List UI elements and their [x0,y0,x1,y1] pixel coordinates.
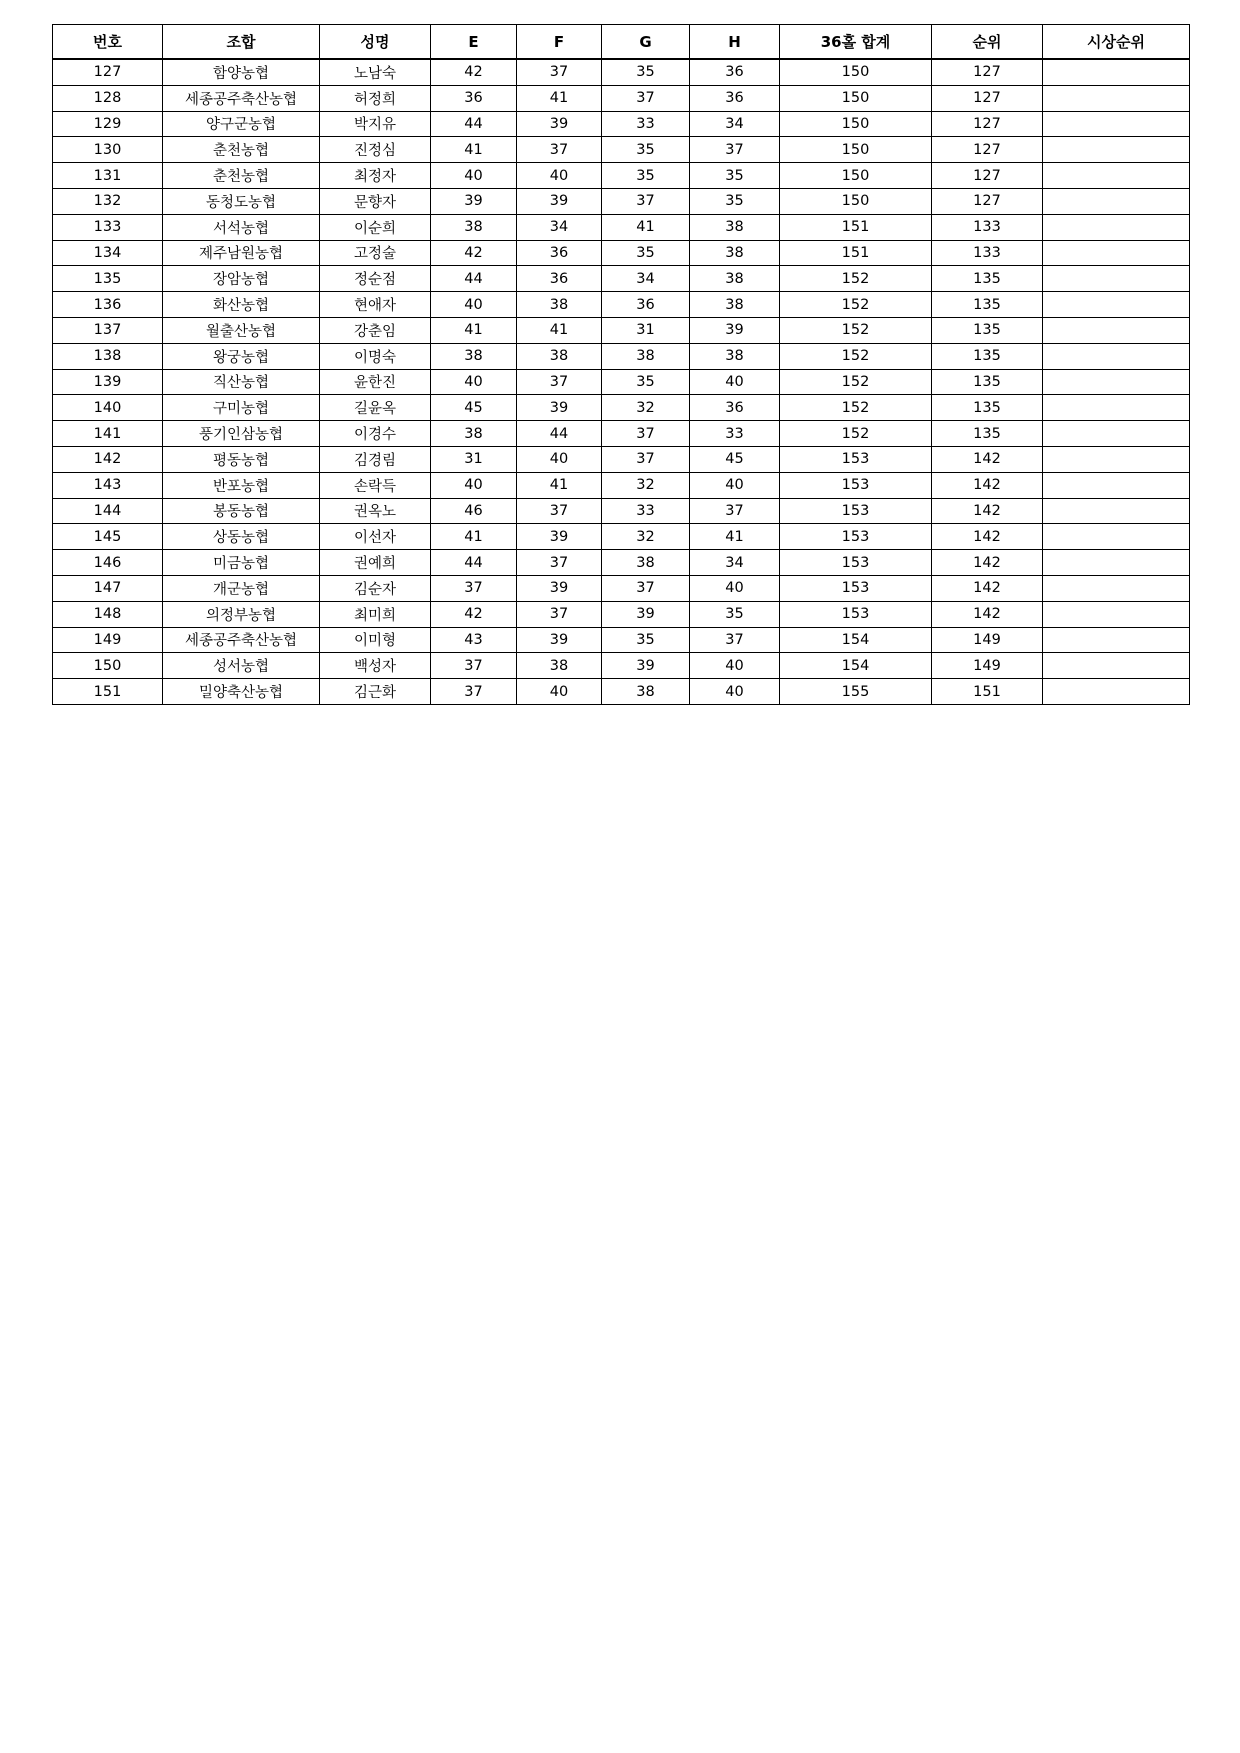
cell-number: 148 [53,601,163,627]
cell-g: 35 [602,240,690,266]
score-table [52,24,1190,705]
cell-36-hole-total: 152 [780,421,932,447]
cell-h: 40 [690,575,780,601]
cell-award-rank [1043,317,1190,343]
cell-name: 허정희 [320,85,431,111]
cell-36-hole-total: 150 [780,59,932,85]
cell-name: 윤한진 [320,369,431,395]
cell-36-hole-total: 152 [780,343,932,369]
cell-h: 36 [690,85,780,111]
header-number: 번호 [53,25,163,60]
cell-h: 40 [690,369,780,395]
cell-e: 46 [431,498,517,524]
cell-award-rank [1043,421,1190,447]
cell-e: 41 [431,317,517,343]
cell-award-rank [1043,575,1190,601]
header-award-rank: 시상순위 [1043,25,1190,60]
cell-union: 반포농협 [163,472,320,498]
table-row [53,498,1190,524]
cell-h: 34 [690,111,780,137]
cell-number: 141 [53,421,163,447]
cell-f: 38 [517,343,602,369]
cell-36-hole-total: 153 [780,472,932,498]
cell-union: 성서농협 [163,653,320,679]
cell-name: 이선자 [320,524,431,550]
cell-h: 38 [690,266,780,292]
header-row [53,25,1190,60]
cell-award-rank [1043,498,1190,524]
cell-h: 39 [690,317,780,343]
cell-36-hole-total: 150 [780,85,932,111]
cell-award-rank [1043,111,1190,137]
cell-union: 풍기인삼농협 [163,421,320,447]
cell-e: 40 [431,163,517,189]
cell-e: 38 [431,214,517,240]
cell-award-rank [1043,214,1190,240]
cell-union: 세종공주축산농협 [163,85,320,111]
cell-h: 38 [690,292,780,318]
cell-name: 노남숙 [320,59,431,85]
cell-g: 35 [602,59,690,85]
cell-number: 143 [53,472,163,498]
cell-g: 38 [602,679,690,705]
header-name: 성명 [320,25,431,60]
table-row [53,679,1190,705]
table-row [53,292,1190,318]
cell-36-hole-total: 153 [780,550,932,576]
cell-h: 40 [690,472,780,498]
cell-union: 미금농협 [163,550,320,576]
cell-award-rank [1043,292,1190,318]
header-g: G [602,25,690,60]
cell-award-rank [1043,627,1190,653]
header-rank: 순위 [932,25,1043,60]
cell-g: 35 [602,627,690,653]
cell-number: 144 [53,498,163,524]
cell-h: 38 [690,240,780,266]
cell-f: 40 [517,679,602,705]
cell-name: 백성자 [320,653,431,679]
cell-f: 37 [517,498,602,524]
table-row [53,85,1190,111]
cell-h: 37 [690,498,780,524]
cell-number: 127 [53,59,163,85]
cell-e: 37 [431,575,517,601]
cell-rank: 127 [932,111,1043,137]
cell-36-hole-total: 150 [780,111,932,137]
cell-g: 31 [602,317,690,343]
cell-h: 40 [690,653,780,679]
table-row [53,395,1190,421]
cell-name: 진정심 [320,137,431,163]
table-row [53,472,1190,498]
cell-award-rank [1043,188,1190,214]
cell-g: 38 [602,550,690,576]
cell-36-hole-total: 152 [780,292,932,318]
cell-h: 34 [690,550,780,576]
cell-award-rank [1043,266,1190,292]
table-row [53,214,1190,240]
cell-award-rank [1043,524,1190,550]
cell-award-rank [1043,85,1190,111]
cell-rank: 151 [932,679,1043,705]
cell-award-rank [1043,653,1190,679]
cell-36-hole-total: 152 [780,266,932,292]
cell-e: 41 [431,524,517,550]
cell-union: 함양농협 [163,59,320,85]
cell-36-hole-total: 151 [780,214,932,240]
table-row [53,575,1190,601]
cell-award-rank [1043,59,1190,85]
cell-g: 32 [602,524,690,550]
cell-number: 135 [53,266,163,292]
cell-name: 이명숙 [320,343,431,369]
cell-name: 권예희 [320,550,431,576]
cell-f: 39 [517,188,602,214]
cell-name: 이미형 [320,627,431,653]
cell-number: 140 [53,395,163,421]
cell-h: 36 [690,395,780,421]
cell-f: 40 [517,446,602,472]
cell-e: 36 [431,85,517,111]
cell-union: 제주남원농협 [163,240,320,266]
cell-g: 36 [602,292,690,318]
cell-f: 36 [517,240,602,266]
cell-number: 132 [53,188,163,214]
cell-number: 138 [53,343,163,369]
cell-rank: 135 [932,292,1043,318]
cell-name: 김경림 [320,446,431,472]
cell-g: 37 [602,421,690,447]
cell-award-rank [1043,550,1190,576]
cell-rank: 135 [932,421,1043,447]
cell-rank: 127 [932,163,1043,189]
cell-rank: 149 [932,627,1043,653]
cell-e: 40 [431,369,517,395]
cell-g: 41 [602,214,690,240]
cell-union: 춘천농협 [163,163,320,189]
cell-rank: 142 [932,575,1043,601]
cell-g: 38 [602,343,690,369]
cell-rank: 135 [932,369,1043,395]
cell-g: 32 [602,472,690,498]
cell-name: 최정자 [320,163,431,189]
cell-award-rank [1043,395,1190,421]
cell-h: 37 [690,137,780,163]
cell-36-hole-total: 150 [780,137,932,163]
cell-f: 41 [517,317,602,343]
cell-number: 129 [53,111,163,137]
cell-rank: 127 [932,59,1043,85]
cell-f: 37 [517,369,602,395]
cell-h: 35 [690,163,780,189]
cell-f: 41 [517,472,602,498]
cell-name: 이경수 [320,421,431,447]
table-row [53,343,1190,369]
cell-rank: 127 [932,188,1043,214]
cell-g: 32 [602,395,690,421]
cell-e: 40 [431,292,517,318]
cell-name: 강춘임 [320,317,431,343]
cell-name: 정순점 [320,266,431,292]
table-row [53,188,1190,214]
cell-f: 37 [517,59,602,85]
cell-h: 36 [690,59,780,85]
cell-rank: 127 [932,85,1043,111]
cell-name: 문향자 [320,188,431,214]
cell-union: 장암농협 [163,266,320,292]
cell-36-hole-total: 150 [780,163,932,189]
cell-f: 37 [517,550,602,576]
table-row [53,601,1190,627]
cell-h: 41 [690,524,780,550]
cell-36-hole-total: 155 [780,679,932,705]
cell-award-rank [1043,343,1190,369]
cell-union: 춘천농협 [163,137,320,163]
cell-award-rank [1043,137,1190,163]
cell-e: 37 [431,653,517,679]
table-row [53,137,1190,163]
cell-h: 35 [690,601,780,627]
cell-union: 구미농협 [163,395,320,421]
header-h: H [690,25,780,60]
cell-e: 44 [431,266,517,292]
cell-union: 밀양축산농협 [163,679,320,705]
cell-e: 37 [431,679,517,705]
cell-number: 136 [53,292,163,318]
cell-f: 40 [517,163,602,189]
cell-number: 134 [53,240,163,266]
cell-36-hole-total: 152 [780,395,932,421]
table-body [53,59,1190,704]
cell-number: 150 [53,653,163,679]
cell-g: 33 [602,111,690,137]
cell-36-hole-total: 152 [780,369,932,395]
table-row [53,266,1190,292]
cell-f: 39 [517,627,602,653]
cell-rank: 135 [932,317,1043,343]
cell-rank: 127 [932,137,1043,163]
cell-number: 139 [53,369,163,395]
cell-name: 박지유 [320,111,431,137]
cell-f: 38 [517,292,602,318]
cell-e: 44 [431,550,517,576]
cell-e: 38 [431,343,517,369]
score-sheet [52,24,1189,705]
cell-award-rank [1043,163,1190,189]
cell-36-hole-total: 153 [780,524,932,550]
cell-f: 39 [517,111,602,137]
cell-f: 39 [517,395,602,421]
header-union: 조합 [163,25,320,60]
cell-e: 44 [431,111,517,137]
header-f: F [517,25,602,60]
cell-number: 149 [53,627,163,653]
table-row [53,59,1190,85]
cell-union: 상동농협 [163,524,320,550]
cell-union: 세종공주축산농협 [163,627,320,653]
table-row [53,627,1190,653]
cell-number: 137 [53,317,163,343]
cell-36-hole-total: 153 [780,498,932,524]
cell-union: 서석농협 [163,214,320,240]
cell-rank: 135 [932,395,1043,421]
table-row [53,446,1190,472]
cell-e: 39 [431,188,517,214]
cell-rank: 135 [932,266,1043,292]
cell-g: 37 [602,85,690,111]
cell-award-rank [1043,601,1190,627]
cell-36-hole-total: 154 [780,653,932,679]
cell-36-hole-total: 151 [780,240,932,266]
cell-h: 38 [690,343,780,369]
cell-g: 35 [602,369,690,395]
cell-number: 151 [53,679,163,705]
cell-h: 35 [690,188,780,214]
cell-h: 40 [690,679,780,705]
cell-e: 42 [431,601,517,627]
cell-union: 의정부농협 [163,601,320,627]
cell-award-rank [1043,240,1190,266]
cell-e: 45 [431,395,517,421]
table-row [53,369,1190,395]
cell-award-rank [1043,472,1190,498]
cell-union: 화산농협 [163,292,320,318]
cell-union: 봉동농협 [163,498,320,524]
cell-g: 37 [602,446,690,472]
cell-36-hole-total: 152 [780,317,932,343]
cell-name: 김근화 [320,679,431,705]
cell-f: 44 [517,421,602,447]
cell-rank: 135 [932,343,1043,369]
cell-union: 왕궁농협 [163,343,320,369]
cell-award-rank [1043,679,1190,705]
cell-f: 34 [517,214,602,240]
cell-g: 35 [602,163,690,189]
cell-h: 37 [690,627,780,653]
cell-number: 145 [53,524,163,550]
cell-f: 37 [517,601,602,627]
cell-36-hole-total: 153 [780,446,932,472]
cell-rank: 142 [932,498,1043,524]
cell-union: 월출산농협 [163,317,320,343]
cell-rank: 133 [932,214,1043,240]
table-row [53,653,1190,679]
table-row [53,524,1190,550]
cell-g: 33 [602,498,690,524]
table-row [53,240,1190,266]
cell-36-hole-total: 154 [780,627,932,653]
cell-h: 45 [690,446,780,472]
cell-number: 130 [53,137,163,163]
cell-g: 39 [602,653,690,679]
cell-award-rank [1043,369,1190,395]
cell-g: 37 [602,188,690,214]
cell-name: 최미희 [320,601,431,627]
cell-number: 131 [53,163,163,189]
cell-rank: 142 [932,472,1043,498]
cell-h: 38 [690,214,780,240]
cell-e: 42 [431,59,517,85]
cell-number: 142 [53,446,163,472]
cell-name: 김순자 [320,575,431,601]
cell-f: 38 [517,653,602,679]
header-e: E [431,25,517,60]
table-row [53,317,1190,343]
cell-name: 권옥노 [320,498,431,524]
cell-h: 33 [690,421,780,447]
cell-number: 147 [53,575,163,601]
cell-e: 43 [431,627,517,653]
cell-rank: 133 [932,240,1043,266]
cell-number: 128 [53,85,163,111]
cell-g: 34 [602,266,690,292]
cell-36-hole-total: 153 [780,575,932,601]
cell-e: 41 [431,137,517,163]
cell-name: 손락득 [320,472,431,498]
cell-f: 36 [517,266,602,292]
cell-union: 양구군농협 [163,111,320,137]
cell-e: 31 [431,446,517,472]
cell-f: 41 [517,85,602,111]
cell-union: 평동농협 [163,446,320,472]
cell-name: 현애자 [320,292,431,318]
cell-name: 이순희 [320,214,431,240]
table-row [53,111,1190,137]
cell-g: 39 [602,601,690,627]
cell-union: 동청도농협 [163,188,320,214]
cell-36-hole-total: 153 [780,601,932,627]
header-36-hole-total: 36홀 합계 [780,25,932,60]
cell-e: 42 [431,240,517,266]
cell-award-rank [1043,446,1190,472]
cell-e: 40 [431,472,517,498]
cell-rank: 142 [932,550,1043,576]
cell-rank: 142 [932,446,1043,472]
cell-name: 고정술 [320,240,431,266]
cell-36-hole-total: 150 [780,188,932,214]
cell-union: 개군농협 [163,575,320,601]
table-row [53,421,1190,447]
cell-number: 146 [53,550,163,576]
cell-e: 38 [431,421,517,447]
cell-rank: 142 [932,524,1043,550]
cell-f: 37 [517,137,602,163]
cell-g: 35 [602,137,690,163]
cell-f: 39 [517,575,602,601]
cell-rank: 149 [932,653,1043,679]
cell-rank: 142 [932,601,1043,627]
cell-number: 133 [53,214,163,240]
table-row [53,163,1190,189]
cell-union: 직산농협 [163,369,320,395]
cell-g: 37 [602,575,690,601]
cell-f: 39 [517,524,602,550]
cell-name: 길윤옥 [320,395,431,421]
table-row [53,550,1190,576]
